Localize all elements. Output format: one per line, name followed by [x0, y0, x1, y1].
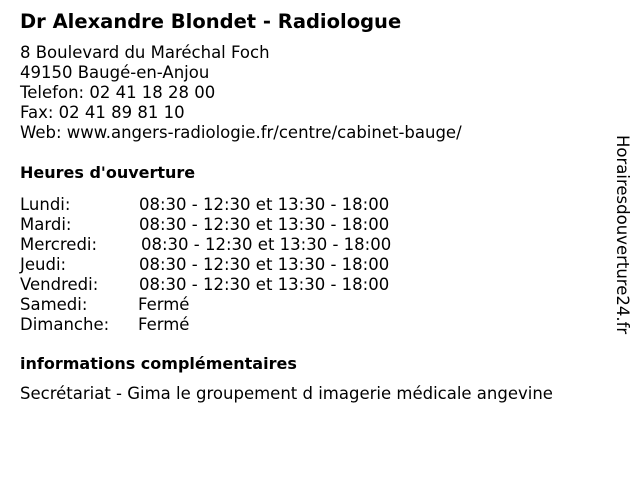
time-value: 08:30 - 12:30 et 13:30 - 18:00 [139, 195, 390, 214]
info-text: Secrétariat - Gima le groupement d imagerie médicale angevine [20, 384, 553, 403]
day-label: Dimanche: [20, 315, 110, 334]
side-brand: Horairesdouverture24.fr [613, 135, 632, 335]
time-value: 08:30 - 12:30 et 13:30 - 18:00 [139, 215, 390, 234]
address-city: 49150 Baugé-en-Anjou [20, 63, 210, 82]
page-title: Dr Alexandre Blondet - Radiologue [20, 10, 402, 33]
day-label: Vendredi: [20, 275, 99, 294]
day-label: Lundi: [20, 195, 71, 214]
day-label: Mercredi: [20, 235, 98, 254]
fax-number: Fax: 02 41 89 81 10 [20, 103, 185, 122]
time-value: 08:30 - 12:30 et 13:30 - 18:00 [139, 255, 390, 274]
day-label: Samedi: [20, 295, 88, 314]
phone-number: Telefon: 02 41 18 28 00 [20, 83, 216, 102]
address-block [20, 43, 462, 143]
time-value: 08:30 - 12:30 et 13:30 - 18:00 [139, 275, 390, 294]
day-label: Mardi: [20, 215, 72, 234]
hours-heading: Heures d'ouverture [20, 163, 196, 182]
website: Web: www.angers-radiologie.fr/centre/cabinet-bauge/ [20, 123, 462, 142]
time-value: Fermé [138, 315, 190, 334]
day-label: Jeudi: [20, 255, 67, 274]
time-value: 08:30 - 12:30 et 13:30 - 18:00 [141, 235, 392, 254]
info-heading: informations complémentaires [20, 354, 297, 373]
time-value: Fermé [138, 295, 190, 314]
address-street: 8 Boulevard du Maréchal Foch [20, 43, 270, 62]
